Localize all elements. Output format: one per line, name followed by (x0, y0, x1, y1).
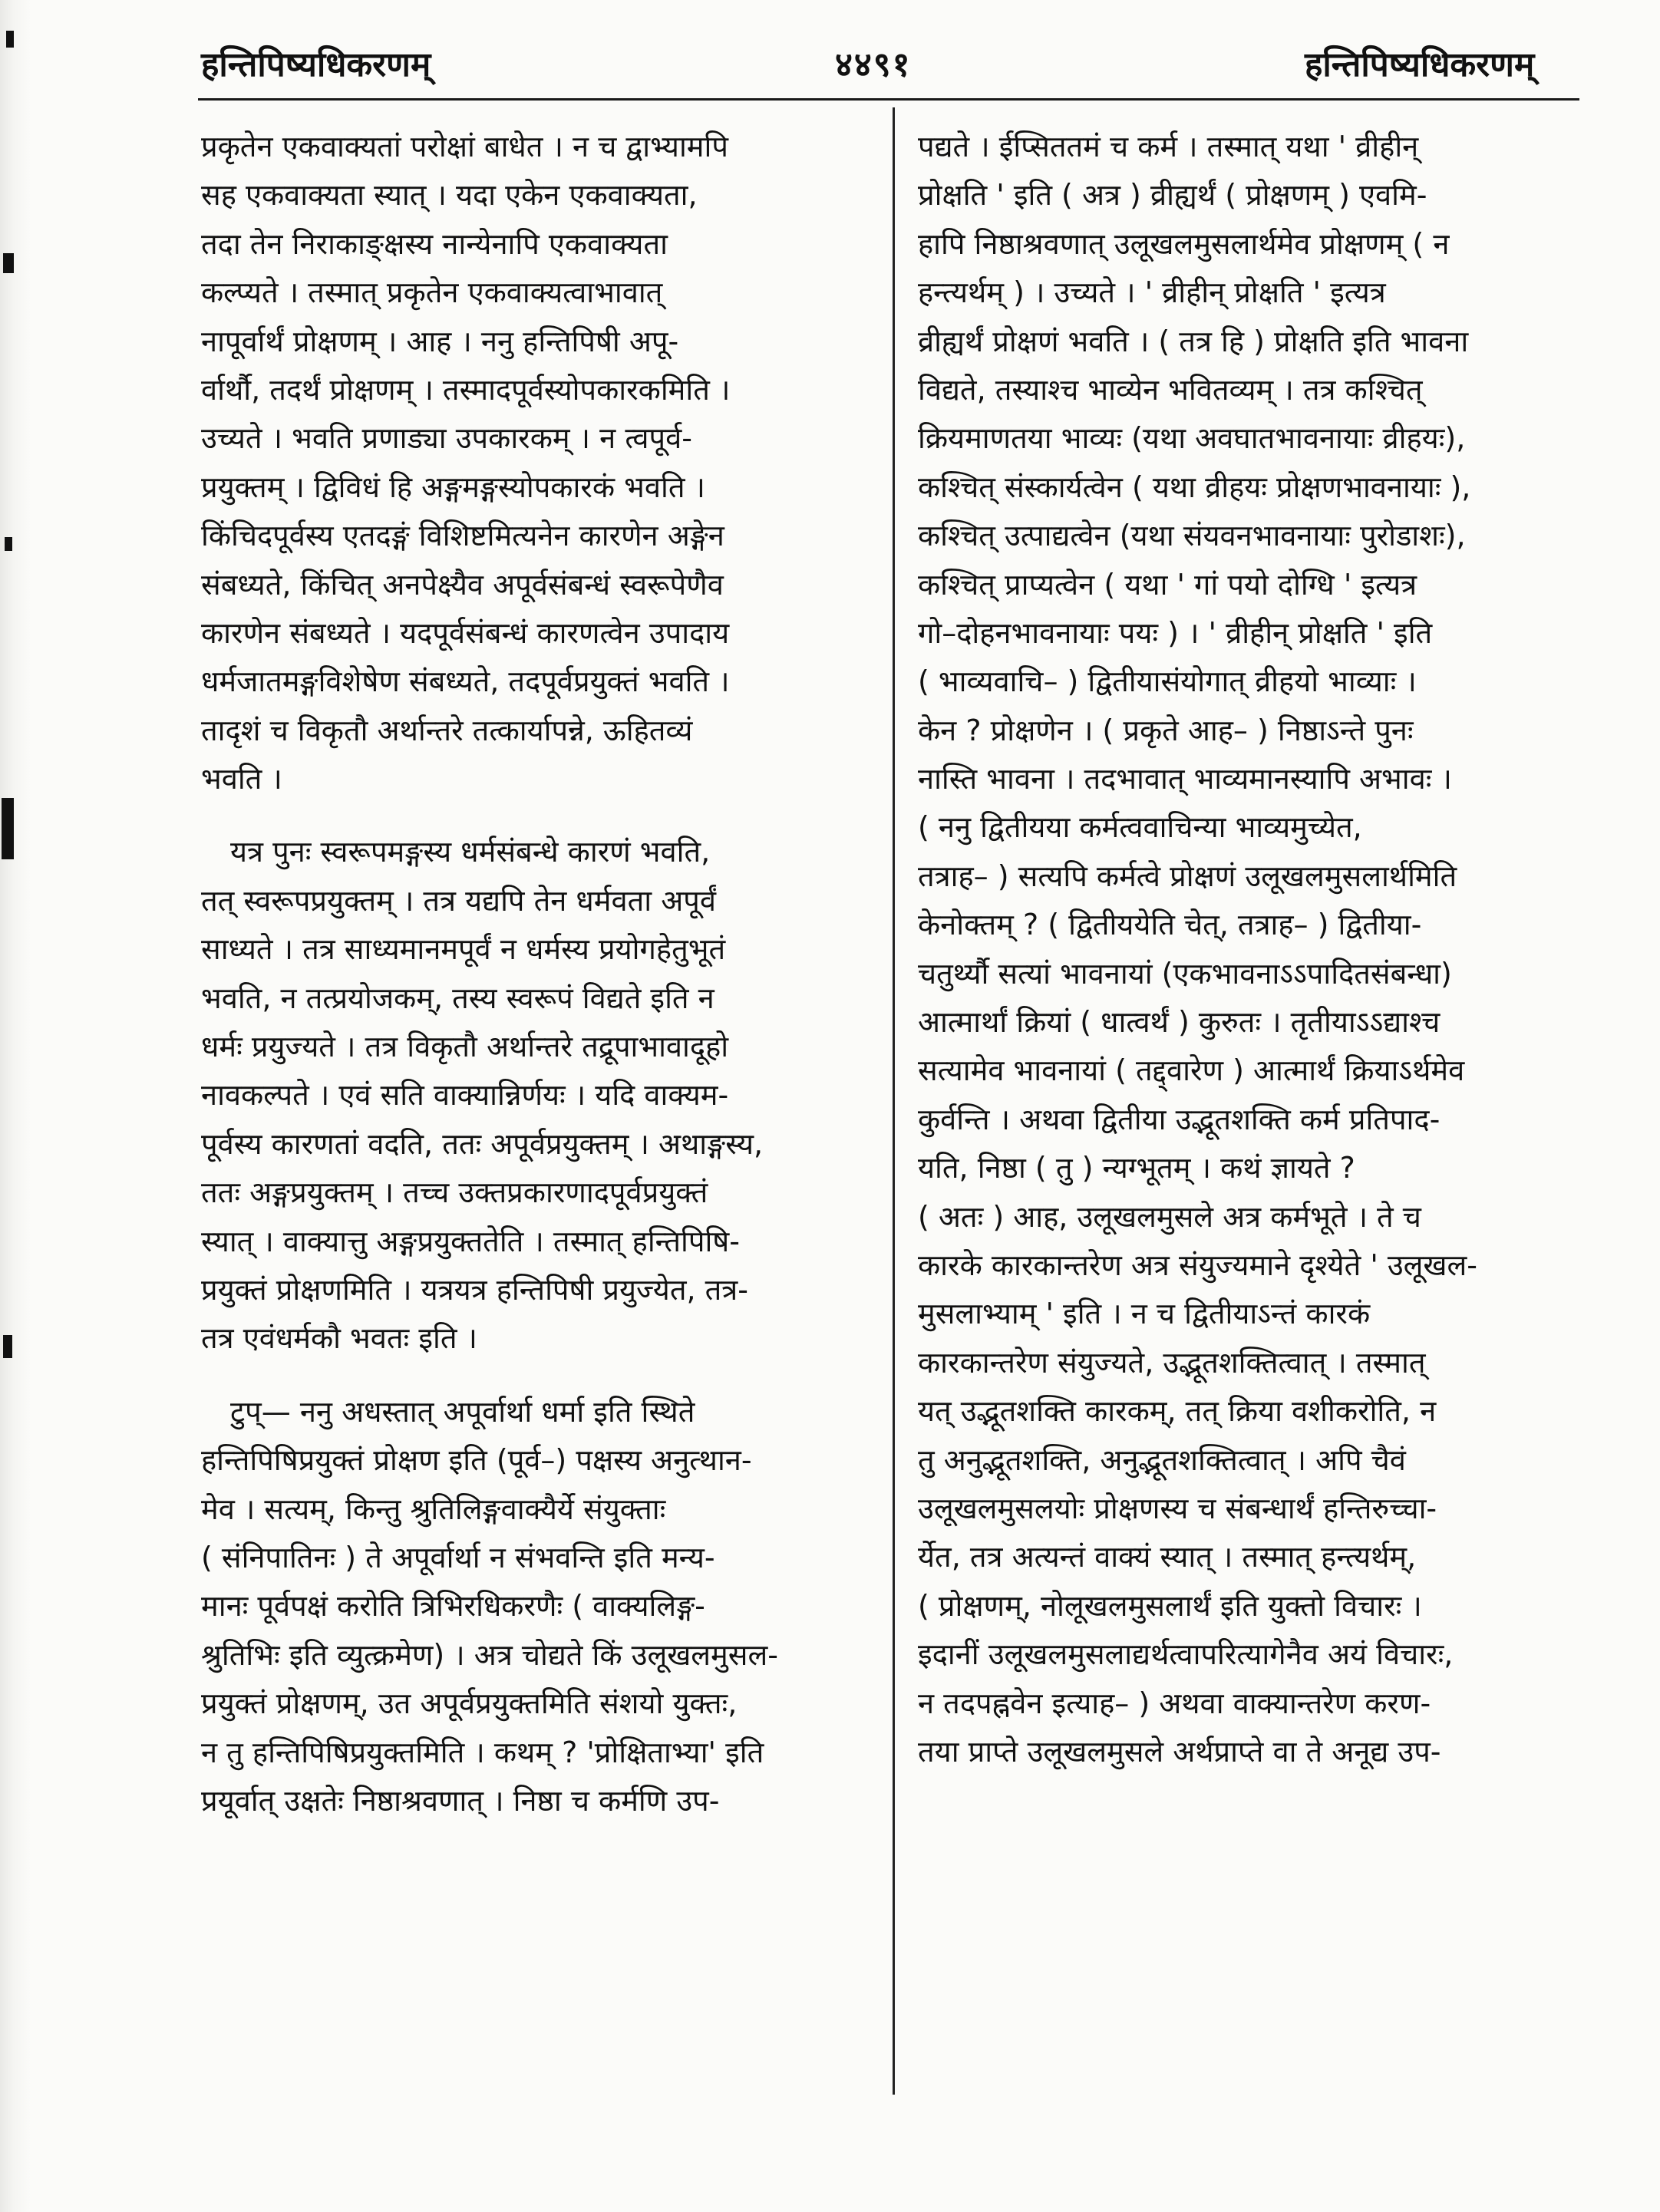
scan-edge-mark (5, 537, 12, 551)
text-line: तत्र एवंधर्मकौ भवतः इति । (201, 1321, 477, 1356)
text-line: गो–दोहनभावनायाः पयः ) । ' व्रीहीन् प्रोक्षति ' इति (918, 615, 1433, 650)
header-rule (198, 98, 1579, 101)
text-line: ( ननु द्वितीयया कर्मत्ववाचिन्या भाव्यमुच्येत, (918, 810, 1362, 845)
text-line: उलूखलमुसलयोः प्रोक्षणस्य च संबन्धार्थं हन्तिरुच्चा- (918, 1491, 1437, 1525)
text-line: तु अनुद्भूतशक्ति, अनुद्भूतशक्तित्वात् । अपि चैवं (918, 1442, 1406, 1477)
text-line: कारकान्तरेण संयुज्यते, उद्भूतशक्तित्वात् । तस्मात् (918, 1345, 1426, 1380)
right-column (918, 123, 1582, 1776)
text-line: कारणेन संबध्यते । यदपूर्वसंबन्धं कारणत्वेन उपादाय (201, 615, 730, 650)
page-number: ४४९१ (835, 45, 912, 84)
text-line: स्यात् । वाक्यात्तु अङ्गप्रयुक्ततेति । तस्मात् हन्तिपिषि- (201, 1224, 740, 1258)
paragraph (201, 1388, 867, 1826)
text-line: नास्ति भावना । तदभावात् भाव्यमानस्यापि अभावः । (918, 762, 1452, 796)
text-line: ( भाव्यवाचि– ) द्वितीयासंयोगात् व्रीहयो भाव्याः । (918, 664, 1417, 699)
text-line: न तु हन्तिपिषिप्रयुक्तमिति । कथम् ? 'प्रोक्षिताभ्या' इति (201, 1735, 764, 1769)
text-line: किंचिदपूर्वस्य एतदङ्गं विशिष्टमित्यनेन कारणेन अङ्गेन (201, 519, 724, 553)
text-line: कल्प्यते । तस्मात् प्रकृतेन एकवाक्यत्वाभावात् (201, 275, 663, 310)
text-line: केनोक्तम् ? ( द्वितीययेति चेत्, तत्राह– ) द्वितीया- (918, 908, 1422, 942)
text-line: प्रयुक्तं प्रोक्षणमिति । यत्रयत्र हन्तिपिषी प्रयुज्येत, तत्र- (201, 1272, 748, 1307)
text-line: पद्यते । ईप्सिततमं च कर्म । तस्मात् यथा ' व्रीहीन् (918, 130, 1419, 163)
text-line: तादृशं च विकृतौ अर्थान्तरे तत्कार्यापन्ने, ऊहितव्यं (201, 713, 693, 747)
text-line: कश्चित् उत्पाद्यत्वेन (यथा संयवनभावनायाः पुरोडाशः), (918, 519, 1466, 553)
text-line: ( संनिपातिनः ) ते अपूर्वार्था न संभवन्ति इति मन्य- (201, 1540, 715, 1574)
text-line: केन ? प्रोक्षणेन । ( प्रकृते आह– ) निष्ठाऽन्ते पुनः (918, 713, 1414, 747)
paragraph-gap (201, 1363, 867, 1388)
text-line: श्रुतिभिः इति व्युत्क्रमेण) । अत्र चोद्यते किं उलूखलमुसल- (201, 1637, 778, 1672)
text-line: चतुर्थ्यौ सत्यां भावनायां (एकभावनाऽऽपादितसंबन्धा) (918, 956, 1452, 991)
text-line: सह एकवाक्यता स्यात् । यदा एकेन एकवाक्यता, (201, 178, 698, 213)
text-line: हन्त्यर्थम् ) । उच्यते । ' व्रीहीन् प्रोक्षति ' इत्यत्र (918, 275, 1386, 310)
text-line: प्रयुक्तं प्रोक्षणम्, उत अपूर्वप्रयुक्तमिति संशयो युक्तः, (201, 1686, 738, 1721)
text-line: तदा तेन निराकाङ्क्षस्य नान्येनापि एकवाक्यता (201, 226, 668, 261)
paragraph (201, 123, 867, 803)
text-line: सत्यामेव भावनायां ( तद्द्वारेण ) आत्मार्थं क्रियाऽर्थमेव (918, 1053, 1465, 1088)
text-line: मेव । सत्यम्, किन्तु श्रुतिलिङ्गवाक्यैर्ये संयुक्ताः (201, 1492, 666, 1526)
text-line: न तदपह्नवेन इत्याह– ) अथवा वाक्यान्तरेण करण- (918, 1686, 1431, 1720)
text-line: आत्मार्थां क्रियां ( धात्वर्थं ) कुरुतः । तृतीयाऽऽद्याश्च (918, 1005, 1441, 1040)
text-line: ( प्रोक्षणम्, नोलूखलमुसलार्थं इति युक्तो विचारः । (918, 1588, 1422, 1623)
text-line: तत् स्वरूपप्रयुक्तम् । तत्र यद्यपि तेन धर्मवता अपूर्वं (201, 883, 716, 918)
text-line: यत् उद्भूतशक्ति कारकम्, तत् क्रिया वशीकरोति, न (918, 1394, 1437, 1429)
text-line: व्रीह्यर्थं प्रोक्षणं भवति । ( तत्र हि ) प्रोक्षति इति भावना (918, 324, 1469, 358)
text-line: र्येत, तत्र अत्यन्तं वाक्यं स्यात् । तस्मात् हन्त्यर्थम्, (918, 1540, 1417, 1574)
paragraph (201, 828, 867, 1363)
scan-edge-mark (3, 253, 14, 273)
text-line: नावकल्पते । एवं सति वाक्यान्निर्णयः । यदि वाक्यम- (201, 1078, 729, 1113)
scan-edge-shadow (0, 0, 31, 2212)
text-line: हापि निष्ठाश्रवणात् उलूखलमुसलार्थमेव प्रोक्षणम् ( न (918, 226, 1450, 261)
text-line: टुप्— ननु अधस्तात् अपूर्वार्था धर्मा इति स्थिते (230, 1394, 695, 1429)
text-line: भवति । (201, 762, 282, 796)
scan-edge-mark (2, 798, 14, 859)
text-line: प्रयुक्तम् । द्विविधं हि अङ्गमङ्गस्योपकारकं भवति । (201, 470, 705, 504)
text-line: क्रियमाणतया भाव्यः (यथा अवघातभावनायाः व्रीहयः), (918, 421, 1466, 456)
text-line: तया प्राप्ते उलूखलमुसले अर्थप्राप्ते वा ते अनूद्य उप- (918, 1734, 1441, 1769)
text-line: विद्यते, तस्याश्च भाव्येन भवितव्यम् । तत्र कश्चित् (918, 372, 1423, 407)
text-line: संबध्यते, किंचित् अनपेक्ष्यैव अपूर्वसंबन्धं स्वरूपेणैव (201, 567, 724, 602)
text-line: हन्तिपिषिप्रयुक्तं प्रोक्षण इति (पूर्व–) पक्षस्य अनुत्थान- (201, 1443, 752, 1478)
text-line: र्वार्थौ, तदर्थं प्रोक्षणम् । तस्मादपूर्वस्योपकारकमिति । (201, 372, 731, 407)
text-line: मुसलाभ्याम् ' इति । न च द्वितीयाऽन्तं कारकं (918, 1297, 1371, 1331)
scan-edge-mark (3, 1335, 12, 1358)
left-column (201, 123, 867, 1825)
text-line: यत्र पुनः स्वरूपमङ्गस्य धर्मसंबन्धे कारणं भवति, (230, 835, 711, 869)
running-head-right: हन्तिपिष्यधिकरणम् (1305, 45, 1535, 84)
scan-edge-mark (6, 31, 14, 48)
paragraph-gap (201, 803, 867, 828)
text-line: ततः अङ्गप्रयुक्तम् । तच्च उक्तप्रकारणादपूर्वप्रयुक्तं (201, 1175, 708, 1210)
column-divider (893, 107, 895, 2095)
text-line: यति, निष्ठा ( तु ) न्यग्भूतम् । कथं ज्ञायते ? (918, 1151, 1355, 1185)
text-line: तत्राह– ) सत्यपि कर्मत्वे प्रोक्षणं उलूखलमुसलार्थमिति (918, 859, 1457, 893)
text-line: प्रोक्षति ' इति ( अत्र ) व्रीह्यर्थं ( प्रोक्षणम् ) एवमि- (918, 178, 1427, 213)
text-line: प्रयूर्वात् उक्षतेः निष्ठाश्रवणात् । निष्ठा च कर्मणि उप- (201, 1783, 720, 1818)
text-line: नापूर्वार्थं प्रोक्षणम् । आह । ननु हन्तिपिषी अपू- (201, 324, 679, 358)
text-line: धर्मः प्रयुज्यते । तत्र विकृतौ अर्थान्तरे तद्रूपाभावादूहो (201, 1030, 729, 1064)
text-line: साध्यते । तत्र साध्यमानमपूर्वं न धर्मस्य प्रयोगहेतुभूतं (201, 932, 726, 967)
text-line: कश्चित् संस्कार्यत्वेन ( यथा व्रीहयः प्रोक्षणभावनायाः ), (918, 470, 1471, 504)
text-line: कुर्वन्ति । अथवा द्वितीया उद्भूतशक्ति कर्म प्रतिपाद- (918, 1102, 1441, 1136)
text-line: कश्चित् प्राप्यत्वेन ( यथा ' गां पयो दोग्धि ' इत्यत्र (918, 567, 1417, 602)
text-line: भवति, न तत्प्रयोजकम्, तस्य स्वरूपं विद्यते इति न (201, 981, 714, 1015)
text-line: ( अतः ) आह, उलूखलमुसले अत्र कर्मभूते । ते च (918, 1199, 1421, 1234)
text-line: कारके कारकान्तरेण अत्र संयुज्यमाने दृश्येते ' उलूखल- (918, 1248, 1477, 1282)
text-line: पूर्वस्य कारणतां वदति, ततः अपूर्वप्रयुक्तम् । अथाङ्गस्य, (201, 1126, 764, 1161)
text-line: धर्मजातमङ्गविशेषेण संबध्यते, तदपूर्वप्रयुक्तं भवति । (201, 664, 730, 699)
text-line: मानः पूर्वपक्षं करोति त्रिभिरधिकरणैः ( वाक्यलिङ्ग- (201, 1589, 705, 1624)
text-line: इदानीं उलूखलमुसलाद्यर्थत्वापरित्यागेनैव अयं विचारः, (918, 1637, 1454, 1672)
text-line: उच्यते । भवति प्रणाड्या उपकारकम् । न त्वपूर्व- (201, 421, 692, 456)
text-line: प्रकृतेन एकवाक्यतां परोक्षां बाधेत । न च द्वाभ्यामपि (201, 130, 728, 163)
running-head-left: हन्तिपिष्यधिकरणम् (201, 45, 431, 84)
